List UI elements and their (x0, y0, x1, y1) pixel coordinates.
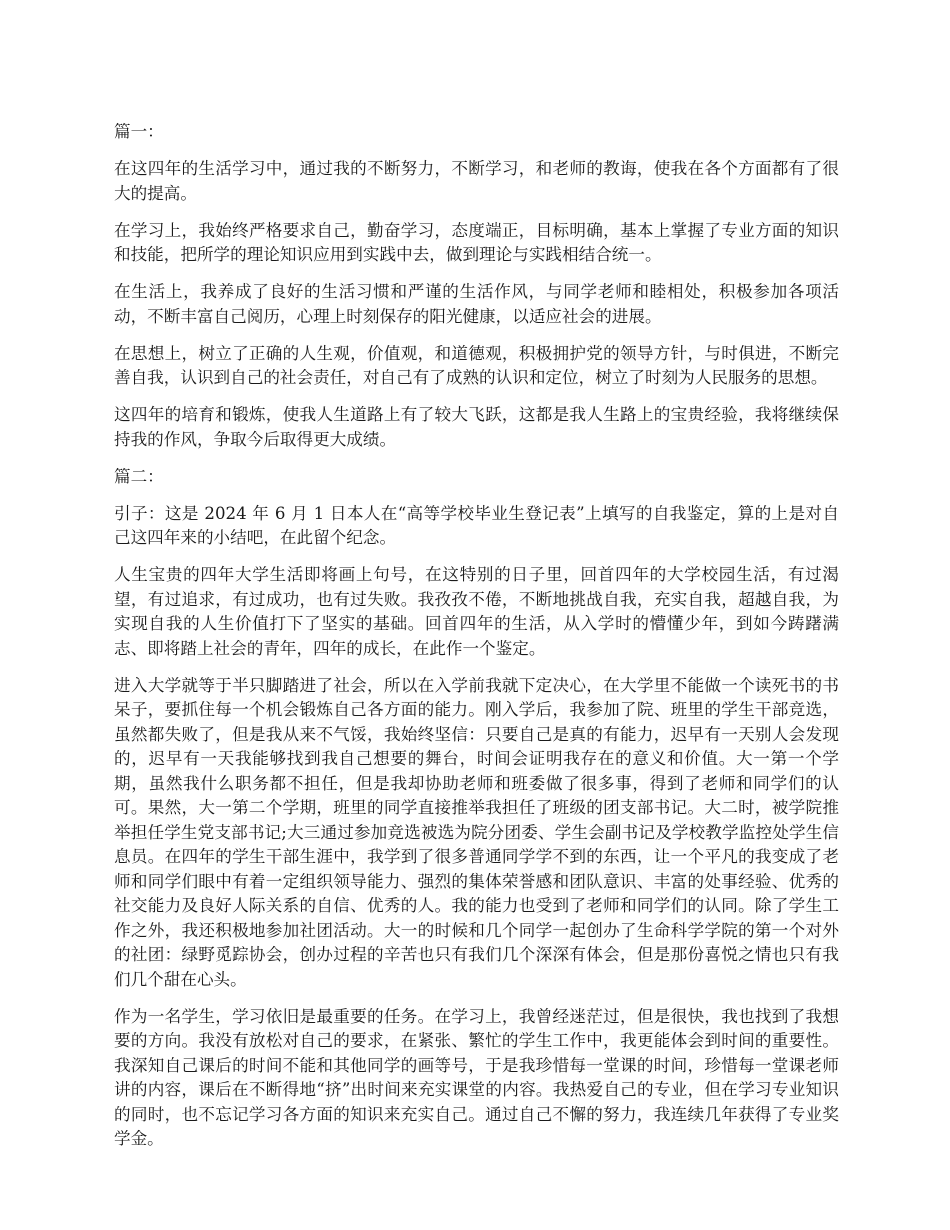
document-page (114, 120, 839, 1164)
paragraph: 引子：这是 2024 年 6 月 1 日本人在“高等学校毕业生登记表”上填写的自我鉴定，算的上是对自己这四年来的小结吧，在此留个纪念。 (114, 503, 839, 547)
section-heading-2: 篇二： (114, 466, 164, 486)
paragraph: 在思想上，树立了正确的人生观，价值观，和道德观，积极拥护党的领导方针，与时俱进，不断完善自我，认识到自己的社会责任，对自己有了成熟的认识和定位，树立了时刻为人民服务的思想。 (114, 343, 839, 387)
paragraph: 进入大学就等于半只脚踏进了社会，所以在入学前我就下定决心，在大学里不能做一个读死书的书呆子，要抓住每一个机会锻炼自己各方面的能力。刚入学后，我参加了院、班里的学生干部竞选，虽然都失败了，但是我从来不气馁，我始终坚信：只要自己是真的有能力，迟早有一天别人会发现的，迟早有一天我能够找到我自己想要的舞台，时间会证明我存在的意义和价值。大一第一个学期，虽然我什么职务都不担任，但是我却协助老师和班委做了很多事，得到了老师和同学们的认可。果然，大一第二个学期，班里的同学直接推举我担任了班级的团支部书记。大二时，被学院推举担任学生党支部书记;大三通过参加竞选被选为院分团委、学生会副书记及学校教学监控处学生信息员。在四年的学生干部生涯中，我学到了很多普通同学学不到的东西，让一个平凡的我变成了老师和同学们眼中有着一定组织领导能力、强烈的集体荣誉感和团队意识、丰富的处事经验、优秀的社交能力及良好人际关系的自信、优秀的人。我的能力也受到了老师和同学们的认同。除了学生工作之外，我还积极地参加社团活动。大一的时候和几个同学一起创办了生命科学学院的第一个对外的社团：绿野觅踪协会，创办过程的辛苦也只有我们几个深深有体会，但是那份喜悦之情也只有我们几个甜在心头。 (114, 675, 839, 989)
paragraph: 在学习上，我始终严格要求自己，勤奋学习，态度端正，目标明确，基本上掌握了专业方面的知识和技能，把所学的理论知识应用到实践中去，做到理论与实践相结合统一。 (114, 220, 839, 264)
section-heading-1: 篇一： (114, 122, 164, 141)
paragraph: 人生宝贵的四年大学生活即将画上句号，在这特别的日子里，回首四年的大学校园生活，有过渴望，有过追求，有过成功，也有过失败。我孜孜不倦，不断地挑战自我，充实自我，超越自我，为实现自我的人生价值打下了坚实的基础。回首四年的生活，从入学时的懵懂少年，到如今踌躇满志、即将踏上社会的青年，四年的成长，在此作一个鉴定。 (114, 565, 839, 658)
paragraph: 在这四年的生活学习中，通过我的不断努力，不断学习，和老师的教诲，使我在各个方面都有了很大的提高。 (114, 159, 839, 203)
paragraph: 这四年的培育和锻炼，使我人生道路上有了较大飞跃，这都是我人生路上的宝贵经验，我将继续保持我的作风，争取今后取得更大成绩。 (114, 405, 839, 449)
paragraph: 在生活上，我养成了良好的生活习惯和严谨的生活作风，与同学老师和睦相处，积极参加各项活动，不断丰富自己阅历，心理上时刻保存的阳光健康，以适应社会的进展。 (114, 282, 839, 326)
paragraph: 作为一名学生，学习依旧是最重要的任务。在学习上，我曾经迷茫过，但是很快，我也找到了我想要的方向。我没有放松对自己的要求，在紧张、繁忙的学生工作中，我更能体会到时间的重要性。我深知自己课后的时间不能和其他同学的画等号，于是我珍惜每一堂课的时间，珍惜每一堂课老师讲的内容，课后在不断得地“挤”出时间来充实课堂的内容。我热爱自己的专业，但在学习专业知识的同时，也不忘记学习各方面的知识来充实自己。通过自己不懈的努力，我连续几年获得了专业奖学金。 (114, 1006, 839, 1148)
